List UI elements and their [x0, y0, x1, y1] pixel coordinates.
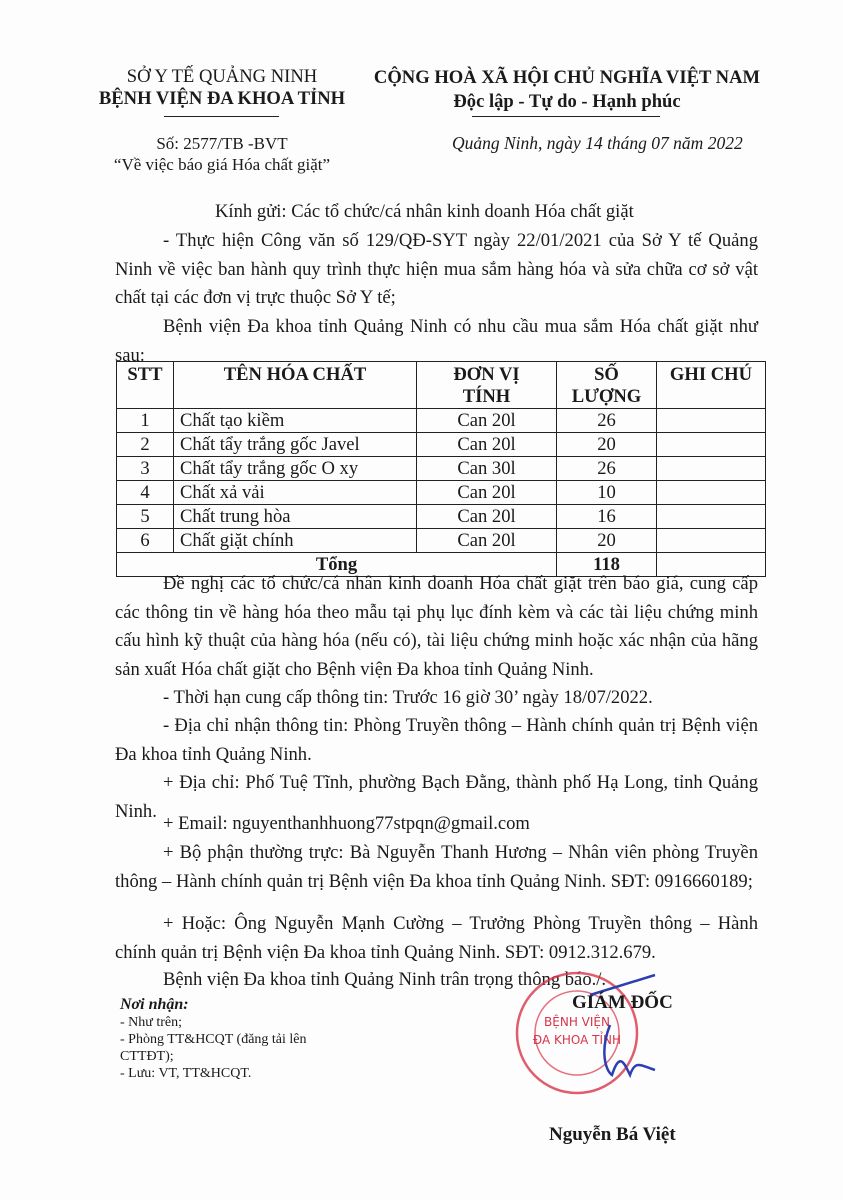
table-row	[117, 505, 766, 529]
recipient-item: - Lưu: VT, TT&HCQT.	[120, 1066, 252, 1081]
cell-name: Chất tạo kiềm	[174, 409, 417, 433]
cell-name: Chất tẩy trắng gốc O xy	[174, 457, 417, 481]
cell-note	[657, 409, 766, 433]
cell-unit: Can 20l	[417, 409, 557, 433]
address: + Địa chỉ: Phố Tuệ Tĩnh, phường Bạch Đằng, thành phố Hạ Long, tỉnh Quảng Ninh.	[115, 772, 758, 822]
para-legal-basis: - Thực hiện Công văn số 129/QĐ-SYT ngày 22/01/2021 của Sở Y tế Quảng Ninh về việc ban hành quy trình thực hiện mua sắm hàng hóa và sửa chữa cơ sở vật chất tại các đơn vị trực thuộc Sở Y tế;	[115, 230, 758, 308]
contact-1: + Bộ phận thường trực: Bà Nguyễn Thanh Hương – Nhân viên phòng Truyền thông – Hành chính quản trị Bệnh viện Đa khoa tỉnh Quảng Ninh. SĐT: 0916660189;	[115, 842, 758, 892]
cell-stt: 2	[117, 433, 174, 457]
cell-stt: 1	[117, 409, 174, 433]
para-request: Đề nghị các tổ chức/cá nhân kinh doanh Hóa chất giặt trên báo giá, cung cấp các thông tin về hàng hóa theo mẫu tại phụ lục đính kèm và các tài liệu chứng minh cấu hình kỹ thuật của hàng hóa (nếu có), tài liệu chứng minh hoặc xác nhận của hãng sản xuất Hóa chất giặt cho Bệnh viện Đa khoa tỉnh Quảng Ninh.	[115, 573, 758, 680]
recipient-line: Kính gửi: Các tổ chức/cá nhân kinh doanh Hóa chất giặt	[215, 201, 634, 222]
cell-note	[657, 457, 766, 481]
recipients-title: Nơi nhận:	[120, 996, 189, 1013]
nation-title: CỘNG HOÀ XÃ HỘI CHỦ NGHĨA VIỆT NAM	[373, 67, 761, 88]
signer-name: Nguyễn Bá Việt	[549, 1124, 676, 1145]
signature-icon	[580, 970, 670, 1090]
doc-subject: “Về việc báo giá Hóa chất giặt”	[113, 155, 331, 174]
cell-note	[657, 505, 766, 529]
cell-qty: 26	[557, 409, 657, 433]
agency-parent: SỞ Y TẾ QUẢNG NINH	[126, 66, 318, 87]
svg-text:BỆNH VIỆN: BỆNH VIỆN	[544, 1015, 610, 1029]
table-header	[117, 362, 766, 409]
table-row	[117, 529, 766, 553]
recipients-block	[120, 996, 350, 1082]
header-unit: ĐƠN VỊ TÍNH	[417, 362, 557, 409]
cell-unit: Can 20l	[417, 433, 557, 457]
cell-stt: 4	[117, 481, 174, 505]
agency-block	[72, 66, 372, 110]
cell-unit: Can 20l	[417, 481, 557, 505]
cell-stt: 3	[117, 457, 174, 481]
header-stt: STT	[117, 362, 174, 409]
cell-qty: 26	[557, 457, 657, 481]
total-qty: 118	[557, 553, 657, 577]
table-row	[117, 409, 766, 433]
deadline: - Thời hạn cung cấp thông tin: Trước 16 giờ 30’ ngày 18/07/2022.	[163, 687, 653, 708]
para-need: Bệnh viện Đa khoa tỉnh Quảng Ninh có nhu cầu mua sắm Hóa chất giặt như sau:	[115, 316, 758, 366]
nation-block	[362, 66, 772, 114]
table-row	[117, 457, 766, 481]
motto-underline	[472, 116, 660, 117]
cell-name: Chất tẩy trắng gốc Javel	[174, 433, 417, 457]
address-place: - Địa chỉ nhận thông tin: Phòng Truyền thông – Hành chính quản trị Bệnh viện Đa khoa tỉnh Quảng Ninh.	[115, 715, 758, 765]
doc-number: Số: 2577/TB -BVT	[156, 134, 288, 153]
cell-name: Chất xả vải	[174, 481, 417, 505]
cell-note	[657, 433, 766, 457]
cell-stt: 5	[117, 505, 174, 529]
recipient-item: - Như trên;	[120, 1015, 183, 1030]
cell-name: Chất trung hòa	[174, 505, 417, 529]
cell-name: Chất giặt chính	[174, 529, 417, 553]
place-date: Quảng Ninh, ngày 14 tháng 07 năm 2022	[452, 133, 743, 153]
signer-title: GIÁM ĐỐC	[572, 992, 673, 1013]
table-row	[117, 433, 766, 457]
table-row	[117, 481, 766, 505]
cell-unit: Can 30l	[417, 457, 557, 481]
cell-qty: 10	[557, 481, 657, 505]
contact-2: + Hoặc: Ông Nguyễn Mạnh Cường – Trưởng Phòng Truyền thông – Hành chính quản trị Bệnh viện Đa khoa tỉnh Quảng Ninh. SĐT: 0912.312.679.	[115, 913, 758, 963]
cell-qty: 20	[557, 529, 657, 553]
agency-name: BỆNH VIỆN ĐA KHOA TỈNH	[98, 88, 346, 109]
cell-stt: 6	[117, 529, 174, 553]
cell-unit: Can 20l	[417, 505, 557, 529]
header-name: TÊN HÓA CHẤT	[174, 362, 417, 409]
closing: Bệnh viện Đa khoa tỉnh Quảng Ninh trân trọng thông báo./.	[163, 969, 607, 990]
cell-unit: Can 20l	[417, 529, 557, 553]
header-note: GHI CHÚ	[657, 362, 766, 409]
agency-underline	[164, 116, 279, 117]
cell-note	[657, 529, 766, 553]
cell-note	[657, 481, 766, 505]
doc-ref	[72, 133, 372, 175]
total-label: Tổng	[117, 553, 557, 577]
email: + Email: nguyenthanhhuong77stpqn@gmail.com	[163, 813, 530, 834]
cell-qty: 20	[557, 433, 657, 457]
chemicals-table	[116, 361, 766, 577]
recipient-item: - Phòng TT&HCQT (đăng tải lên CTTĐT);	[120, 1032, 307, 1064]
header-qty: SỐ LƯỢNG	[557, 362, 657, 409]
cell-qty: 16	[557, 505, 657, 529]
motto: Độc lập - Tự do - Hạnh phúc	[453, 91, 681, 112]
svg-text:ĐA KHOA TỈNH: ĐA KHOA TỈNH	[532, 1033, 622, 1047]
